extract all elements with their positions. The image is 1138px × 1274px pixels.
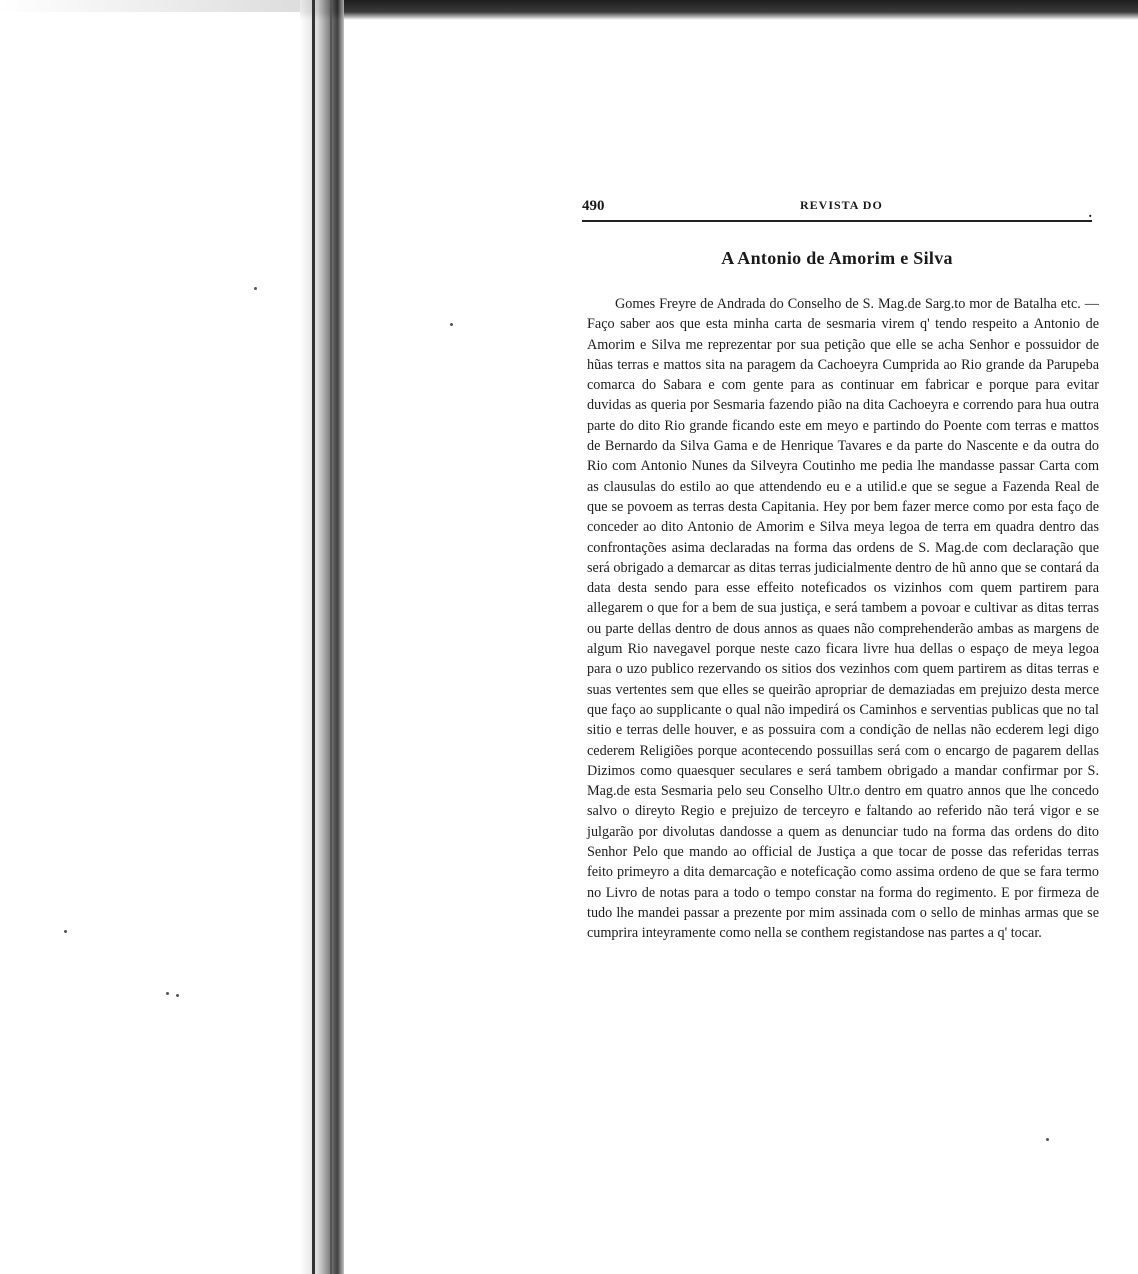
scan-speck (450, 323, 453, 326)
header-rule (582, 220, 1092, 222)
page-top-edge (300, 0, 1138, 20)
page-number: 490 (582, 198, 605, 214)
top-edge-shadow (0, 0, 300, 12)
binding-edge (312, 0, 315, 1274)
body-paragraph: Gomes Freyre de Andrada do Conselho de S. Mag.de Sarg.to mor de Batalha etc. — Faço saber aos que esta minha carta de sesmaria virem q' tendo respeito a Antonio de Amorim e Silva me reprezentar por sua petição que elle se acha Senhor e possuidor de hũas terras e mattos sita na paragem da Cachoeyra Cumprida ao Rio grande da Parupeba comarca do Sabara e com gente para as continuar em fabricar e porque para evitar duvidas as queria por Sesmaria fazendo pião na dita Cachoeyra e correndo para hua outra parte do dito Rio grande ficando este em meyo e partindo do Poente com terras e mattos de Bernardo da Silva Gama e de Henrique Tavares e da parte do Nascente e da outra do Rio com Antonio Nunes da Silveyra Coutinho me pedia lhe mandasse passar Carta com as clausulas do estilo ao que attendendo eu e a utilid.e que se segue a Fazenda Real de que se povoem as terras desta Capitania. Hey por bem fazer merce como por esta faço de conceder ao dito Antonio de Amorim e Silva meya legoa de terra em quadra dentro das confrontações asima declaradas na forma das ordens de S. Mag.de com declaração que será obrigado a demarcar as ditas terras judicialmente dentro de hũ anno que se contará da data desta sendo para esse effeito noteficados os vizinhos com quem partirem para allegarem o que for a bem de sua justiça, e será tambem a povoar e cultivar as ditas terras ou parte dellas dentro de dous annos as quaes não comprehenderão ambas as margens de algum Rio navegavel porque neste cazo ficara livre hua dellas o espaço de meya legoa para o uzo publico rezervando os sitios dos vezinhos com quem partirem as ditas terras e suas vertentes sem que elles se queirão apropriar de demaziadas em prejuizo desta merce que faço ao supplicante o qual não impedirá os Caminhos e serventias publicas que no tal sitio e terras delle houver, e as possuira com a condição de nellas não ecderem legi digo cederem Religiões porque acontecendo possuillas será com o encargo de pagarem dellas Dizimos como quaesquer seculares e será tambem obrigado a mandar confirmar por S. Mag.de esta Sesmaria pelo seu Conselho Ultr.o dentro em quatro annos que lhe concedo salvo o direyto Regio e prejuizo de terceyro e faltando ao referido não terá vigor e se julgarão por divolutas dandosse a quem as denunciar tudo na forma das ordens do dito Senhor Pelo que mando ao official de Justiça a que tocar de posse das referidas terras feito primeyro a dita demarcação e noteficação como assima ordeno de que se fara termo no Livro de notas para a todo o tempo constar na forma do regimento. E por firmeza de tudo lhe mandei passar a prezente por mim assinada com o sello de minhas armas que se cumprira inteyramente como nella se conthem registandose nas partes a q' tocar. (587, 296, 1099, 942)
book-spine-shadow (300, 0, 344, 1274)
scan-speck (1046, 1138, 1049, 1141)
running-head-mark: . (1088, 206, 1092, 221)
running-head (582, 196, 1092, 220)
scan-speck (166, 992, 169, 995)
journal-name: REVISTA DO (800, 198, 883, 212)
binding-edge-inner (330, 0, 332, 1274)
document-title: A Antonio de Amorim e Silva (721, 248, 953, 268)
scan-speck (64, 930, 67, 933)
scan-speck (176, 994, 179, 997)
scan-speck (254, 287, 257, 290)
